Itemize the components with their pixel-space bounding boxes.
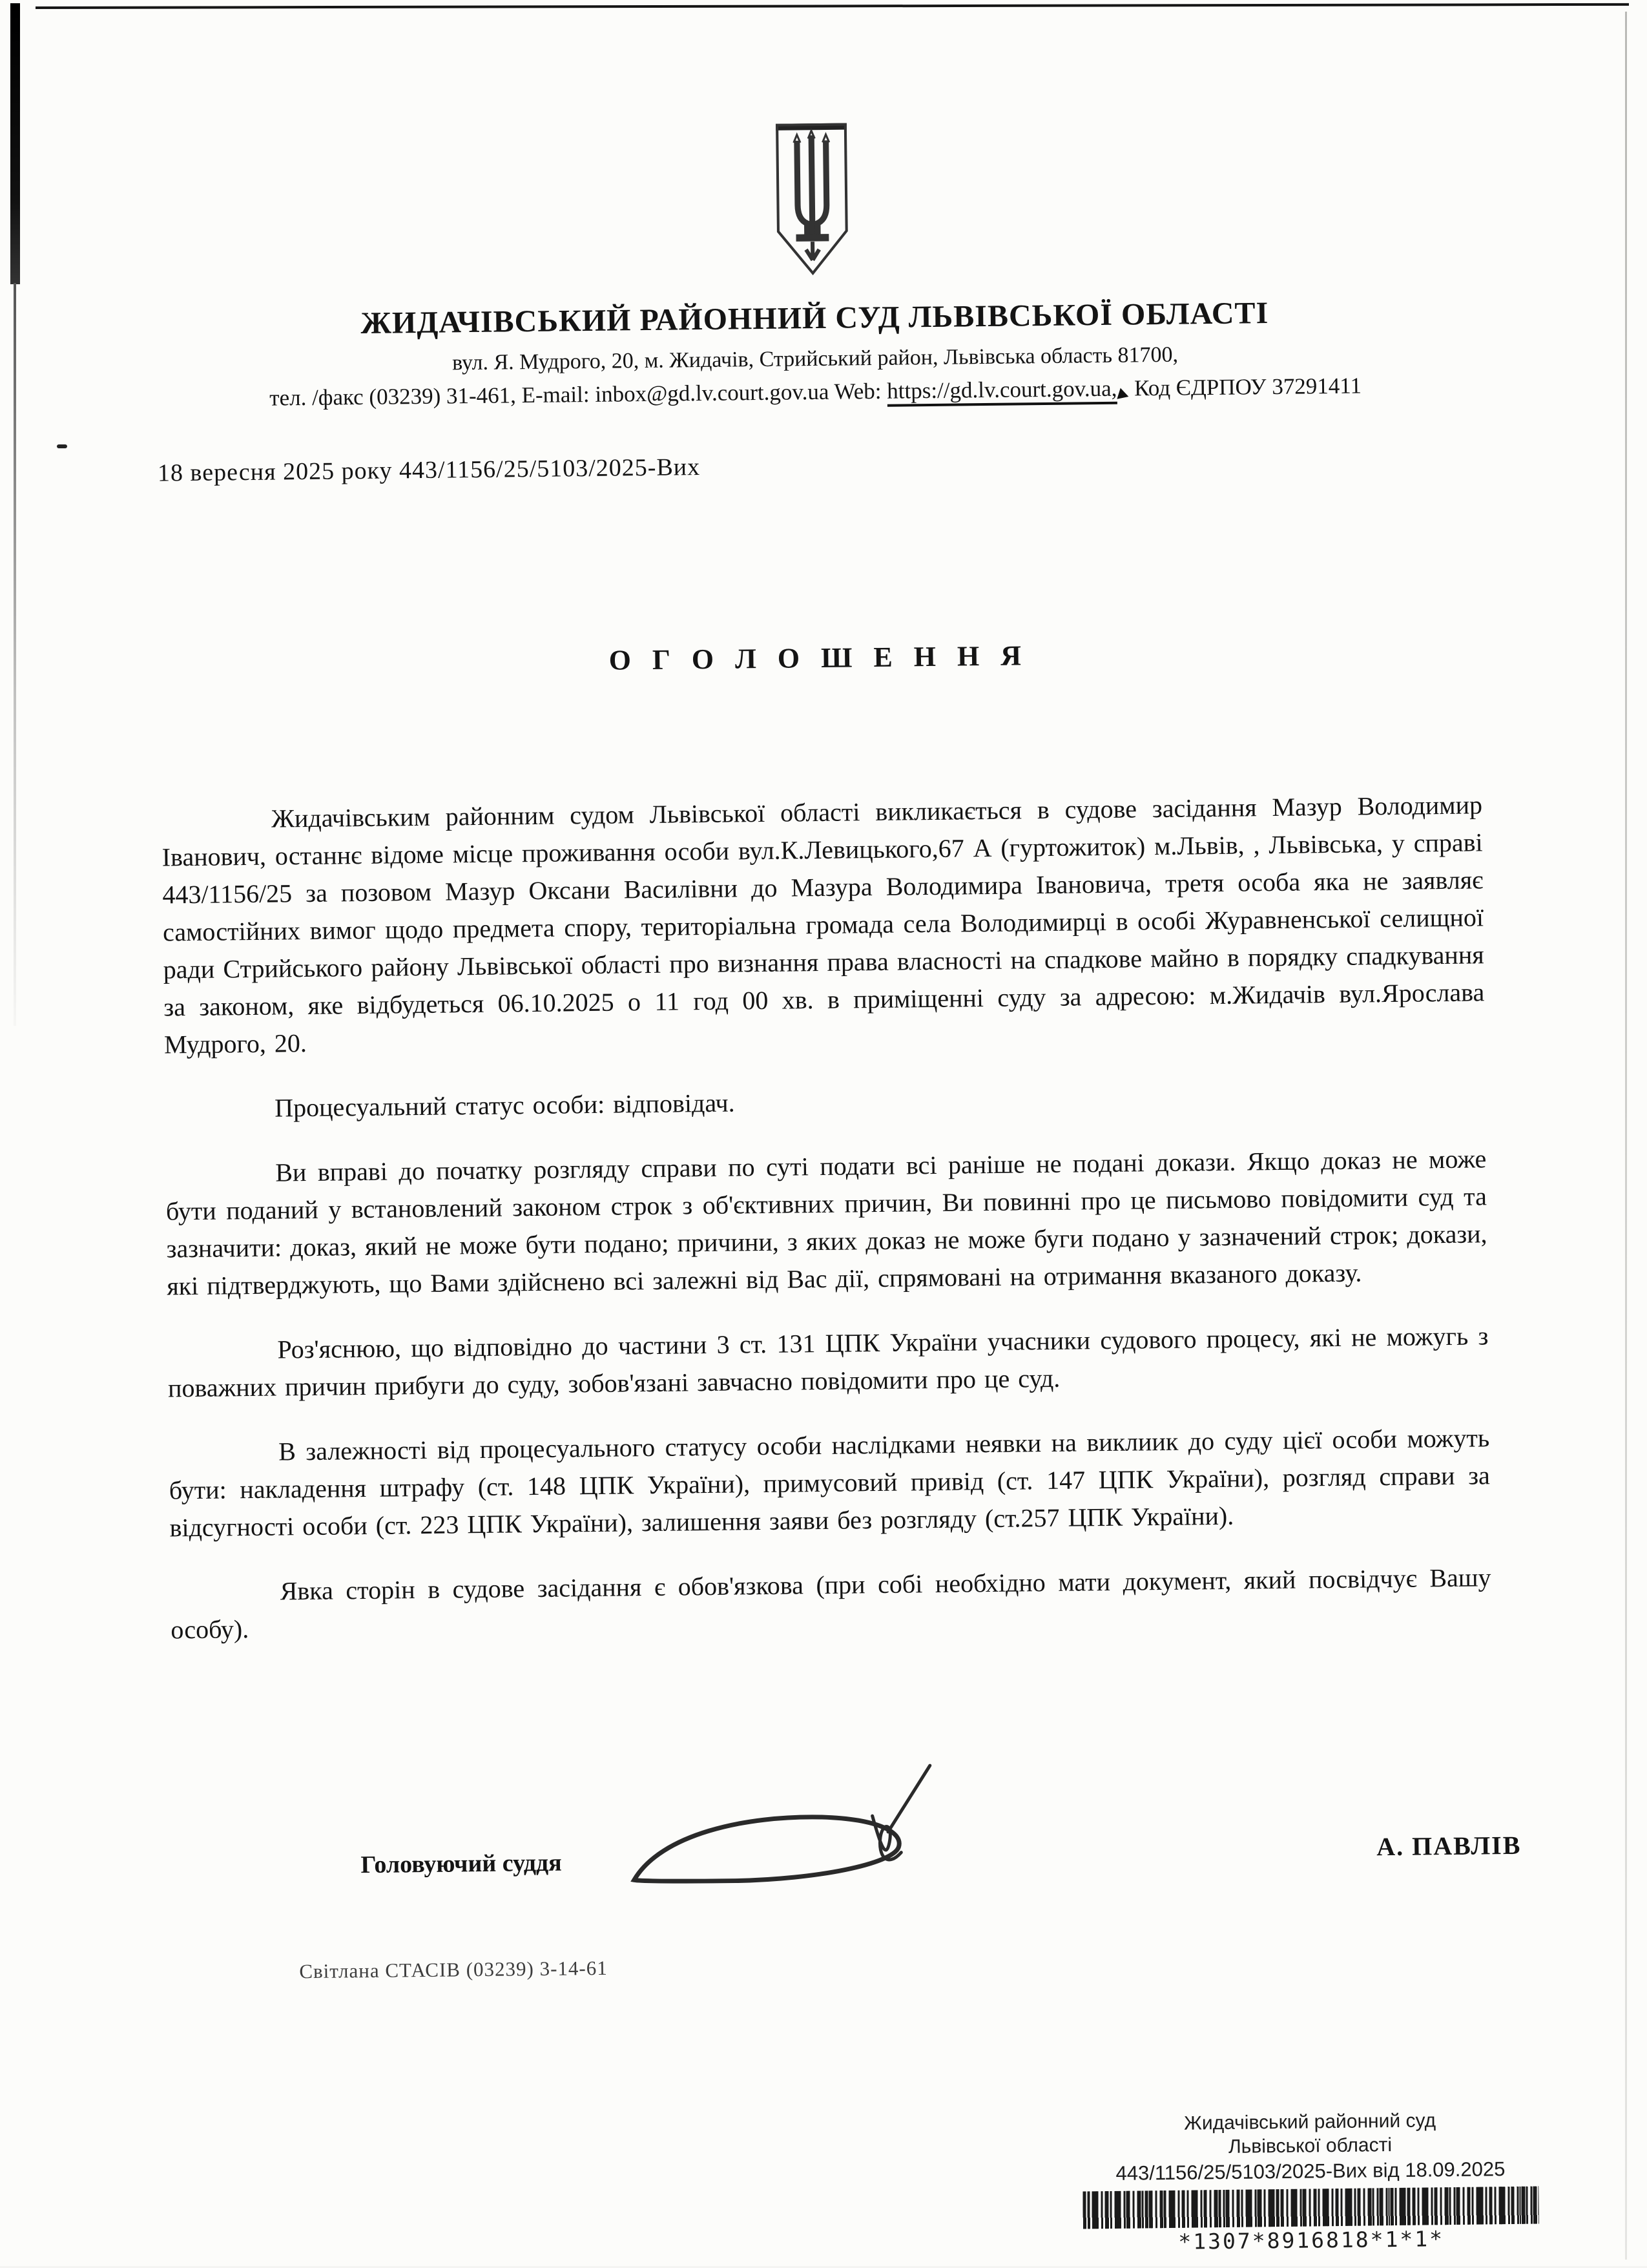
barcode-number: *1307*8916818*1*1* bbox=[1178, 2226, 1445, 2254]
presiding-judge-label: Головуючий суддя bbox=[360, 1849, 562, 1879]
document-body bbox=[161, 786, 1492, 1676]
contact-suffix: Код ЄДРПОУ 37291411 bbox=[1128, 373, 1362, 401]
barcode bbox=[1082, 2186, 1539, 2229]
registration-stamp bbox=[1064, 2107, 1557, 2256]
body-paragraph-status: Процесуальний статус особи: відповідач. bbox=[274, 1088, 735, 1123]
stamp-court-region: Львівської області bbox=[1228, 2134, 1393, 2158]
judge-name: А. ПАВЛІВ bbox=[1376, 1830, 1522, 1862]
judge-signature bbox=[621, 1754, 940, 1919]
body-paragraph-notify-court: Роз'яснюю, що відповідно до частини 3 ст. 131 ЦПК України учасники судового процесу, які не можугь з поважних причин прибуги до суду, зобов'язані завчасно повідомити про це суд. bbox=[167, 1321, 1489, 1403]
court-website-link[interactable]: https://gd.lv.court.gov.ua, bbox=[887, 376, 1117, 407]
date-and-outgoing-number: 18 вересня 2025 року 443/1156/25/5103/2025-Вих bbox=[157, 453, 701, 487]
court-contact-line bbox=[121, 371, 1510, 413]
stamp-court-name: Жидачівський районний суд bbox=[1184, 2110, 1436, 2134]
contact-prefix: тел. /факс (03239) 31-461, E-mail: inbox@gd.lv.court.gov.ua Web: bbox=[269, 378, 887, 411]
ukraine-trident-emblem-icon bbox=[772, 120, 853, 278]
court-name-heading: ЖИДАЧІВСЬКИЙ РАЙОННИЙ СУД ЛЬВІВСЬКОЇ ОБЛАСТІ bbox=[360, 296, 1269, 340]
body-paragraph-consequences: В залежності від процесуального статусу особи наслідками неявки на виклиик до суду цієї особи можуть бути: накладення штрафу (ст. 148 ЦПК України), примусовий привід (ст. 147 ЦПК України), розгляд справи за відсугності особи (ст. 223 ЦПК України), залишення заяви без розгляду (ст.257 ЦПК України). bbox=[169, 1423, 1491, 1543]
body-paragraph-evidence-rights: Ви вправі до початку розгляду справи по суті подати всі раніше не подані докази. Якщо доказ не може бути поданий у встановлений законом строк з об'єктивних причин, Ви повинні про це письмово повідомити суд та зазначити: доказ, який не може бути подано; причини, з яких доказ не може буги подано у зазначений строк; докази, які підтверджують, що Вами здійснено всі залежні від Вас дії, спрямовані на отримання вказаного доказу. bbox=[165, 1144, 1487, 1301]
body-paragraph-summons: Жидачівським районним судом Львівської області викликається в судове засідання Мазур Володимир Іванович, останнє відоме місце проживання особи вул.К.Левицького,67 А (гуртожиток) м.Львів, , Львівська, у справі 443/1156/25 за позовом Мазур Оксани Василівни до Мазура Володимира Івановича, третя особа яка не заявляє самостійних вимог щодо предмета спору, територіальна громада села Володимирці в особі Журавненської селищної ради Стрийського району Львівської області про визнання права власності на спадкове майно в порядку спадкування за законом, яке відбудеться 06.10.2025 о 11 год 00 хв. в приміщенні суду за адресою: м.Жидачів вул.Ярослава Мудрого, 20. bbox=[161, 790, 1485, 1059]
body-paragraph-attendance: Явка сторін в судове засідання є обов'язкова (при собі необхідно мати документ, який посвідчує Вашу особу). bbox=[171, 1563, 1491, 1645]
court-address-line: вул. Я. Мудрого, 20, м. Жидачів, Стрийський район, Львівська область 81700, bbox=[451, 342, 1179, 375]
stamp-case-number: 443/1156/25/5103/2025-Вих від 18.09.2025 bbox=[1115, 2158, 1506, 2185]
document-title: О Г О Л О Ш Е Н Н Я bbox=[608, 640, 1029, 676]
clerk-contact-line: Світлана СТАСІВ (03239) 3-14-61 bbox=[299, 1956, 608, 1983]
